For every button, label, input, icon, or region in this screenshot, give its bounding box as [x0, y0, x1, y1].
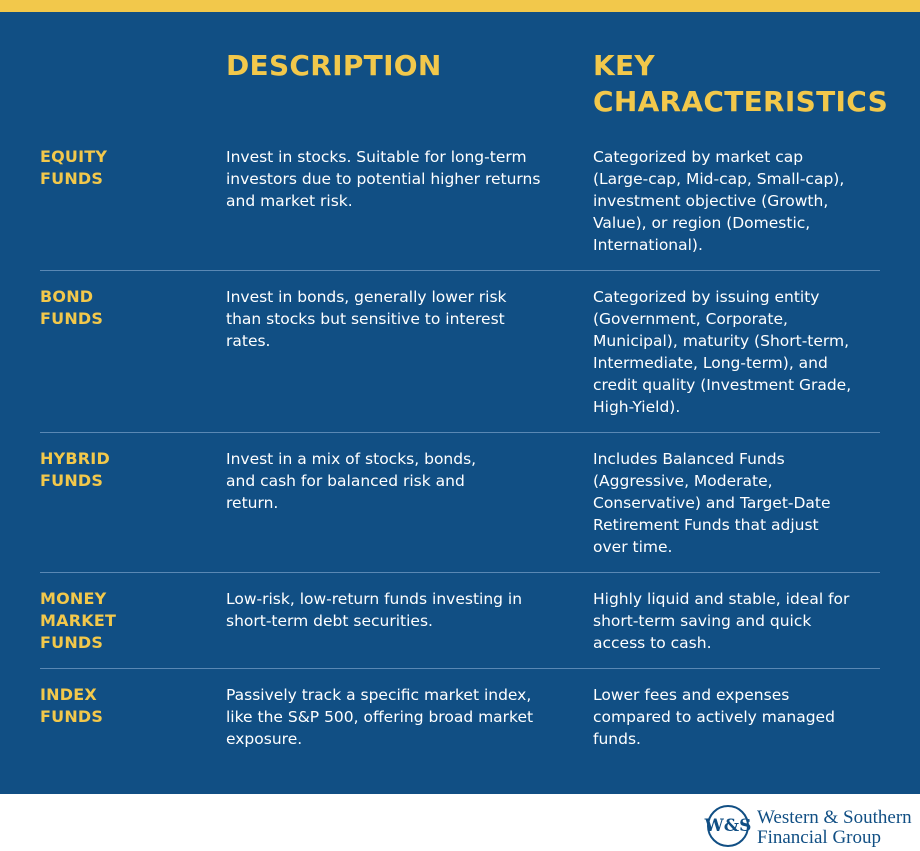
logo-company-name: Western & Southern [757, 807, 912, 828]
western-southern-logo [704, 805, 920, 849]
row-label: MONEY MARKET FUNDS [40, 589, 117, 652]
row-label: INDEX FUNDS [40, 685, 104, 726]
row-label: HYBRID FUNDS [40, 449, 110, 490]
row-key-characteristics: Categorized by market cap (Large-cap, Mid-cap, Small-cap), investment objective (Growth, Value), or region (Domestic, International). [593, 148, 845, 254]
row-description: Invest in bonds, generally lower risk than stocks but sensitive to interest rates. [226, 288, 507, 350]
column-header-key-characteristics: KEY CHARACTERISTICS [593, 49, 889, 118]
logo-monogram-icon: W&S [707, 805, 749, 847]
row-description: Passively track a specific market index, like the S&P 500, offering broad market exposure. [226, 686, 534, 748]
row-divider [40, 432, 880, 433]
row-key-characteristics: Categorized by issuing entity (Government, Corporate, Municipal), maturity (Short-term, Intermediate, Long-term), and credit quality (Investment Grade, High-Yield). [593, 288, 852, 416]
row-description: Invest in stocks. Suitable for long-term investors due to potential higher returns and market risk. [226, 148, 541, 210]
row-label: BOND FUNDS [40, 287, 104, 328]
row-key-characteristics: Highly liquid and stable, ideal for short-term saving and quick access to cash. [593, 590, 850, 652]
row-divider [40, 270, 880, 271]
logo-company-subtitle: Financial Group [757, 827, 882, 848]
row-description: Invest in a mix of stocks, bonds, and cash for balanced risk and return. [226, 450, 477, 512]
column-header-description: DESCRIPTION [226, 49, 442, 82]
row-key-characteristics: Lower fees and expenses compared to actively managed funds. [593, 686, 835, 748]
row-description: Low-risk, low-return funds investing in short-term debt securities. [226, 590, 523, 630]
row-key-characteristics: Includes Balanced Funds (Aggressive, Moderate, Conservative) and Target-Date Retirement Funds that adjust over time. [593, 450, 831, 556]
top-accent-bar [0, 0, 920, 12]
row-divider [40, 572, 880, 573]
row-divider [40, 668, 880, 669]
row-label: EQUITY FUNDS [40, 147, 108, 188]
